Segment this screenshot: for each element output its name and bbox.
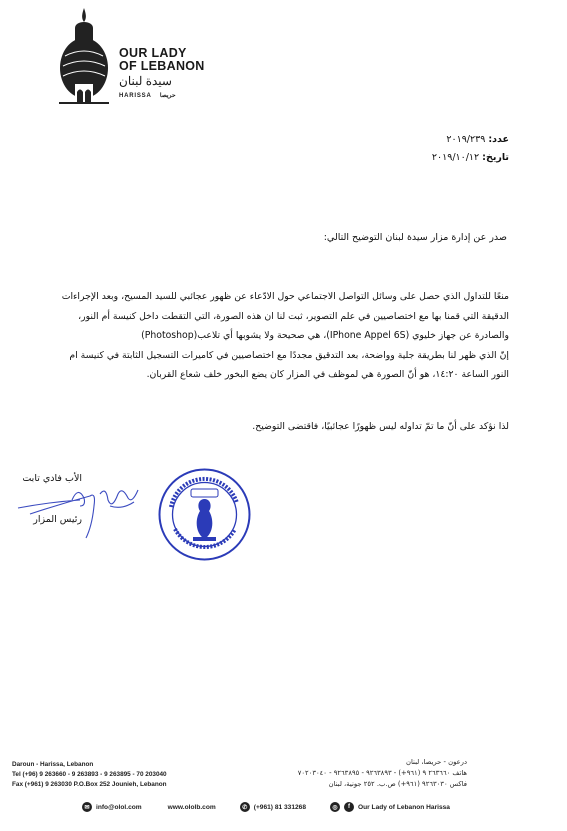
website-contact[interactable]: www.ololb.com: [167, 803, 216, 811]
reference-block: [432, 131, 509, 167]
reference-date: تاريخ: ٢٠١٩/١٠/١٢: [431, 152, 509, 163]
statement-body: [58, 287, 509, 385]
whatsapp-contact[interactable]: ✆ (+961) 81 331268: [240, 802, 306, 812]
footer-contacts: [82, 800, 474, 814]
brand-arabic: سيدة لبنان: [119, 74, 172, 88]
footer-address-line: Daroun - Harissa, Lebanon: [12, 761, 94, 768]
shrine-logo-icon: [55, 6, 113, 106]
brand-line-1: OUR LADY: [119, 46, 187, 60]
social-contact[interactable]: ◎ f Our Lady of Lebanon Harissa: [330, 802, 450, 812]
footer-address-arabic: [298, 757, 467, 790]
signer-name: الأب فادي تابت: [22, 473, 82, 484]
handwritten-signature-icon: [10, 476, 150, 546]
email-contact[interactable]: ✉ info@olol.com: [82, 802, 142, 812]
brand-location: [119, 92, 205, 99]
brand-line-2: OF LEBANON: [119, 59, 205, 73]
brand-location-ar: حريصا: [159, 93, 176, 99]
issued-by-line: صدر عن إدارة مزار سيدة لبنان التوضيح التالي:: [323, 232, 507, 243]
email-icon: ✉: [82, 802, 92, 812]
brand-location-en: HARISSA: [119, 93, 152, 99]
instagram-icon: ◎: [330, 802, 340, 812]
statement-paragraph-2: إنّ الذي ظهر لنا بطريقة جلية وواضحة، بعد التدقيق مجددًا مع اختصاصيين في كاميرات التسجيل الثابتة في كنيسة ام النور الساعة ١٤:٢٠، هو أنّ الصورة هي لموظف في المزار كان يضع البخور خلف شعاع القربان.: [69, 349, 509, 380]
official-stamp-icon: [157, 467, 252, 562]
reference-number: عدد: ٢٠١٩/٢٣٩: [446, 134, 509, 145]
conclusion-line: لذا نؤكد على أنّ ما تمّ تداوله ليس ظهورًا عجائبيًا، فاقتضى التوضيح.: [252, 421, 509, 432]
footer-phone-line-ar: هاتف ٢٦٣٦٦٠ ٩ (٩٦١+) - ٩٢٦٣٨٩٣ - ٩٢٦٣٨٩٥ - ٧٠٢٠٣٠٤٠: [297, 769, 467, 777]
footer-phone-line: Tel (+96) 9 263660 - 9 263893 - 9 263895 - 70 203040: [12, 771, 167, 778]
statement-paragraph-1: منعًا للتداول الذي حصل على وسائل التواصل الاجتماعي حول الادّعاء عن ظهور عجائبي للسيد المسيح، وبعد الإجراءات الدقيقة التي قمنا بها مع اختصاصيين في علم التصوير، ثبت لنا ان هذه الصورة، التي التقطت داخل كنيسة أم النور، والصادرة عن جهاز خليوي (IPhone Appel 6S)، هي صحيحة ولا يشوبها أي تلاعب(Photoshop): [61, 291, 509, 341]
facebook-icon: f: [344, 802, 354, 812]
signer-title: رئيس المزار: [33, 514, 82, 525]
footer-fax-line: Fax (+961) 9 263030 P.O.Box 252 Jounieh, Lebanon: [12, 781, 167, 788]
whatsapp-icon: ✆: [240, 802, 250, 812]
footer-address-english: [12, 760, 167, 790]
brand-block: [119, 47, 205, 99]
footer-fax-line-ar: فاكس ٩٢٦٣٠٣٠ (٩٦١+) ص.ب. ٢٥٢ جونية، لبنان: [328, 780, 467, 788]
footer-address-line-ar: درعون - حريصا، لبنان: [405, 758, 467, 766]
